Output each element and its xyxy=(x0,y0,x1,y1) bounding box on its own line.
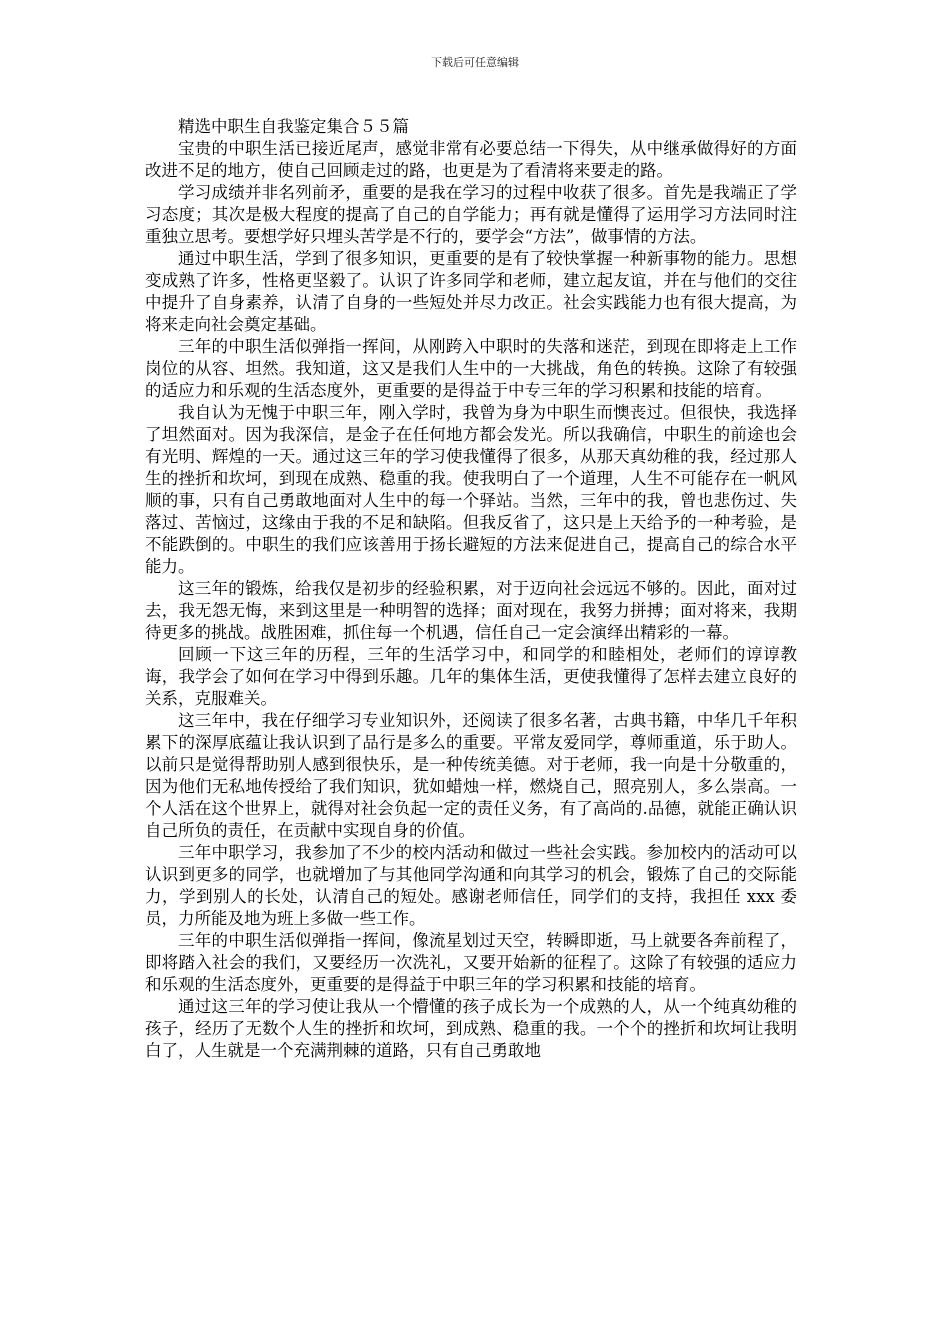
paragraph: 三年的中职生活似弹指一挥间，从刚跨入中职时的失落和迷茫，到现在即将走上工作岗位的从容、坦然。我知道，这又是我们人生中的一大挑战，角色的转换。这除了有较强的适应力和乐观的生活态度外，更重要的是得益于中专三年的学习积累和技能的培育。 xyxy=(145,337,797,400)
paragraph: 宝贵的中职生活已接近尾声，感觉非常有必要总结一下得失，从中继承做得好的方面改进不足的地方，使自己回顾走过的路，也更是为了看清将来要走的路。 xyxy=(145,139,797,180)
document-title: 精选中职生自我鉴定集合５５篇 xyxy=(178,117,409,136)
paragraph: 这三年的锻炼，给我仅是初步的经验积累，对于迈向社会远远不够的。因此，面对过去，我无怨无悔，来到这里是一种明智的选择；面对现在，我努力拼搏；面对将来，我期待更多的挑战。战胜困难，抓住每一个机遇，信任自己一定会演绎出精彩的一幕。 xyxy=(145,579,797,642)
paragraph: 学习成绩并非名列前矛，重要的是我在学习的过程中收获了很多。首先是我端正了学习态度；其次是极大程度的提高了自己的自学能力；再有就是懂得了运用学习方法同时注重独立思考。要想学好只埋头苦学是不行的，要学会“方法”，做事情的方法。 xyxy=(145,183,797,246)
paragraph: 回顾一下这三年的历程，三年的生活学习中，和同学的和睦相处，老师们的谆谆教诲，我学会了如何在学习中得到乐趣。几年的集体生活，更使我懂得了怎样去建立良好的关系，克服难关。 xyxy=(145,645,797,708)
paragraph: 我自认为无愧于中职三年，刚入学时，我曾为身为中职生而懊丧过。但很快，我选择了坦然面对。因为我深信，是金子在任何地方都会发光。所以我确信，中职生的前途也会有光明、辉煌的一天。通过这三年的学习使我懂得了很多，从那天真幼稚的我，经过那人生的挫折和坎坷，到现在成熟、稳重的我。使我明白了一个道理，人生不可能存在一帆风顺的事，只有自己勇敢地面对人生中的每一个驿站。当然，三年中的我，曾也悲伤过、失落过、苦恼过，这缘由于我的不足和缺陷。但我反省了，这只是上天给予的一种考验，是不能跌倒的。中职生的我们应该善用于扬长避短的方法来促进自己，提高自己的综合水平能力。 xyxy=(145,403,797,576)
paragraph: 三年中职学习，我参加了不少的校内活动和做过一些社会实践。参加校内的活动可以认识到更多的同学，也就增加了与其他同学沟通和向其学习的机会，锻炼了自己的交际能力，学到别人的长处，认清自己的短处。感谢老师信任，同学们的支持，我担任 xxx 委员，力所能及地为班上多做一些工作。 xyxy=(145,843,797,928)
paragraph: 通过中职生活，学到了很多知识，更重要的是有了较快掌握一种新事物的能力。思想变成熟了许多，性格更坚毅了。认识了许多同学和老师，建立起友谊，并在与他们的交往中提升了自身素养，认清了自身的一些短处并尽力改正。社会实践能力也有很大提高，为将来走向社会奠定基础。 xyxy=(145,249,797,334)
page-header-note: 下载后可任意编辑 xyxy=(431,56,519,69)
paragraph: 通过这三年的学习使让我从一个懵懂的孩子成长为一个成熟的人，从一个纯真幼稚的孩子，经历了无数个人生的挫折和坎坷，到成熟、稳重的我。一个个的挫折和坎坷让我明白了，人生就是一个充满荆棘的道路，只有自己勇敢地 xyxy=(145,997,797,1060)
paragraph: 三年的中职生活似弹指一挥间，像流星划过天空，转瞬即逝，马上就要各奔前程了，即将踏入社会的我们，又要经历一次洗礼，又要开始新的征程了。这除了有较强的适应力和乐观的生活态度外，更重要的是得益于中职三年的学习积累和技能的培育。 xyxy=(145,931,797,994)
paragraph: 这三年中，我在仔细学习专业知识外，还阅读了很多名著，古典书籍，中华几千年积累下的深厚底蕴让我认识到了品行是多么的重要。平常友爱同学，尊师重道，乐于助人。以前只是觉得帮助别人感到很快乐，是一种传统美德。对于老师，我一向是十分敬重的，因为他们无私地传授给了我们知识，犹如蜡烛一样，燃烧自己，照亮别人，多么崇高。一个人活在这个世界上，就得对社会负起一定的责任义务，有了高尚的.品德，就能正确认识自己所负的责任，在贡献中实现自身的价值。 xyxy=(145,711,797,840)
document-body xyxy=(145,116,797,1062)
